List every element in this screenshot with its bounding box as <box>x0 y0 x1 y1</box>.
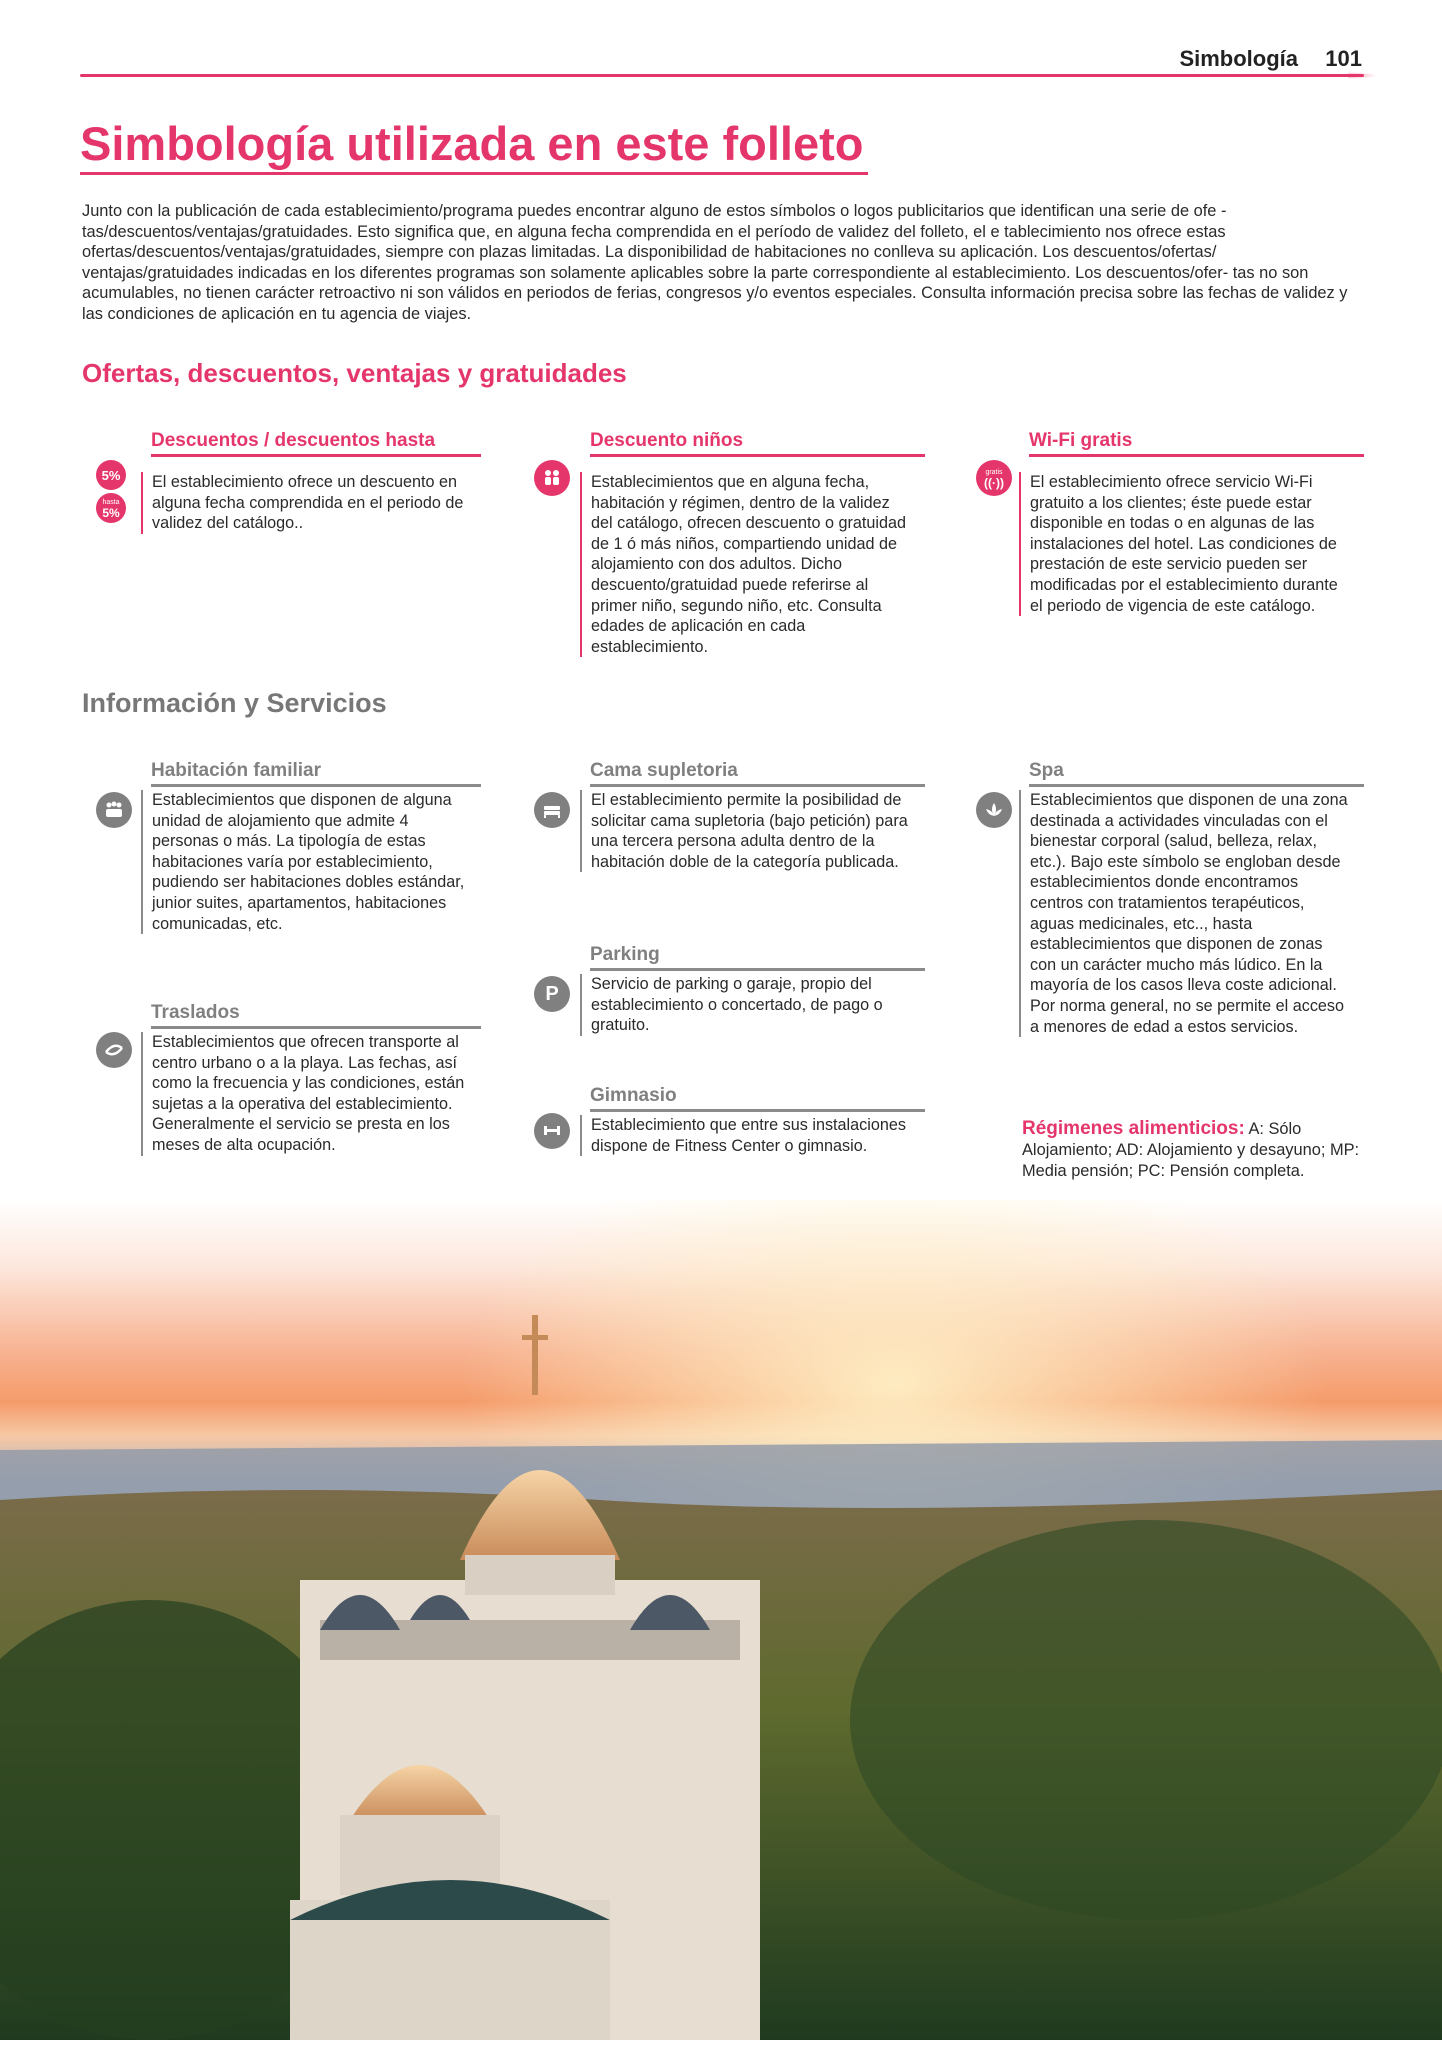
extra-bed-icon <box>534 792 570 828</box>
services-heading: Información y Servicios <box>82 688 387 718</box>
gym-icon <box>534 1113 570 1149</box>
service-title: Parking <box>590 944 660 965</box>
discount-upto-badge <box>96 493 126 523</box>
family-room-icon <box>96 792 132 828</box>
parking-icon: P <box>534 976 570 1012</box>
running-header-section: Simbología <box>1179 46 1298 71</box>
page-number: 101 <box>1325 46 1362 71</box>
service-title: Traslados <box>151 1002 240 1023</box>
photo-illustration <box>0 1200 1442 2040</box>
service-text: El establecimiento permite la posibilidad de solicitar cama supletoria (bajo petición) para una tercera persona adulta dentro de la habitación doble de la categoría publicada. <box>580 790 911 872</box>
offer-rule <box>590 454 925 457</box>
page-title: Simbología utilizada en este folleto <box>80 117 864 170</box>
service-title: Habitación familiar <box>151 760 321 781</box>
meal-plans-note <box>1022 1118 1362 1182</box>
service-rule <box>590 784 925 787</box>
transfer-icon <box>96 1032 132 1068</box>
service-rule <box>151 1026 481 1029</box>
service-rule <box>151 784 481 787</box>
discount-percent-icon <box>96 460 130 523</box>
badge-upto-label: hasta <box>102 499 120 506</box>
wifi-badge-label: gratis <box>985 469 1003 476</box>
intro-paragraph: Junto con la publicación de cada establecimiento/programa puedes encontrar alguno de estos símbolos o logos publicitarios que identifican una serie de ofe - tas/descuentos/ventajas/gratuidades. Esto significa que, en alguna fecha comprendida en el período de validez del folleto, el e tablecimiento nos ofrece estas ofertas/descuentos/ventajas/gratuidades, siempre con plazas limitadas. La disponibilidad de habitaciones no conlleva su aplicación. Los descuentos/ofertas/ ventajas/gratuidades indicadas en los diferentes programas son solamente aplicables sobre la parte correspondiente al establecimiento. Los descuentos/ofer- tas no son acumulables, no tienen carácter retroactivo ni son válidos en periodos de ferias, congresos y/o eventos especiales. Consulta información precisa sobre las fechas de validez y las condiciones de aplicación en tu agencia de viajes. <box>82 202 1348 323</box>
wifi-icon: gratis ((·)) <box>976 460 1012 496</box>
offer-title: Descuentos / descuentos hasta <box>151 430 436 451</box>
header-rule <box>80 74 1364 77</box>
offer-text: El establecimiento ofrece un descuento en alguna fecha comprendida en el periodo de validez del catálogo.. <box>141 472 470 534</box>
offer-rule <box>1029 454 1364 457</box>
spa-lotus-icon <box>976 792 1012 828</box>
service-text: Establecimientos que disponen de alguna unidad de alojamiento que admite 4 personas o más. La tipología de estas habitaciones varía por establecimiento, pudiendo ser habitaciones dobles estándar, junior suites, apartamentos, habitaciones comunicadas, etc. <box>141 790 472 934</box>
discount-badge: 5% <box>96 460 126 490</box>
service-text: Servicio de parking o garaje, propio del establecimiento o concertado, de pago o gratuito. <box>580 974 911 1036</box>
badge-upto-value: 5% <box>102 506 120 520</box>
service-text: Establecimientos que disponen de una zona destinada a actividades vinculadas con el bienestar corporal (salud, belleza, relax, etc.). Bajo este símbolo se engloban desde establecimientos donde encontramos centros con tratamientos terapéuticos, aguas medicinales, etc.., hasta establecimientos que disponen de zonas con un carácter mucho más lúdico. En la mayoría de los casos lleva coste adicional. Por norma general, no se permite el acceso a menores de edad a estos servicios. <box>1019 790 1350 1037</box>
service-rule <box>590 968 925 971</box>
cathedral-sunset-photo <box>0 1200 1442 2040</box>
children-discount-icon <box>534 460 570 496</box>
service-text: Establecimientos que ofrecen transporte al centro urbano o a la playa. Las fechas, así como la frecuencia y las condiciones, están sujetas a la operativa del establecimiento. Generalmente el servicio se presta en los meses de alta ocupación. <box>141 1032 472 1156</box>
service-text: Establecimiento que entre sus instalaciones dispone de Fitness Center o gimnasio. <box>580 1115 911 1156</box>
meal-plans-text: A: Sólo Alojamiento; AD: Alojamiento y desayuno; MP: Media pensión; PC: Pensión completa. <box>1022 1120 1360 1180</box>
title-underline <box>80 172 868 175</box>
offers-heading: Ofertas, descuentos, ventajas y gratuidades <box>82 358 627 388</box>
service-title: Spa <box>1029 760 1064 781</box>
service-rule <box>1029 784 1364 787</box>
service-title: Gimnasio <box>590 1085 677 1106</box>
meal-plans-label: Régimenes alimenticios: <box>1022 1118 1245 1139</box>
offer-text: Establecimientos que en alguna fecha, habitación y régimen, dentro de la validez del catálogo, ofrecen descuento o gratuidad de 1 ó más niños, compartiendo unidad de alojamiento con dos adultos. Dicho descuento/gratuidad puede referirse al primer niño, segundo niño, etc. Consulta edades de aplicación en cada establecimiento. <box>580 472 911 657</box>
offer-rule <box>151 454 481 457</box>
offer-title: Descuento niños <box>590 430 744 451</box>
offer-text: El establecimiento ofrece servicio Wi-Fi gratuito a los clientes; éste puede estar disponible en todas o en algunas de las instalaciones del hotel. Las condiciones de prestación de este servicio pueden ser modificadas por el establecimiento durante el periodo de vigencia de este catálogo. <box>1019 472 1350 616</box>
service-title: Cama supletoria <box>590 760 738 781</box>
offer-title: Wi-Fi gratis <box>1029 430 1133 451</box>
service-rule <box>590 1109 925 1112</box>
